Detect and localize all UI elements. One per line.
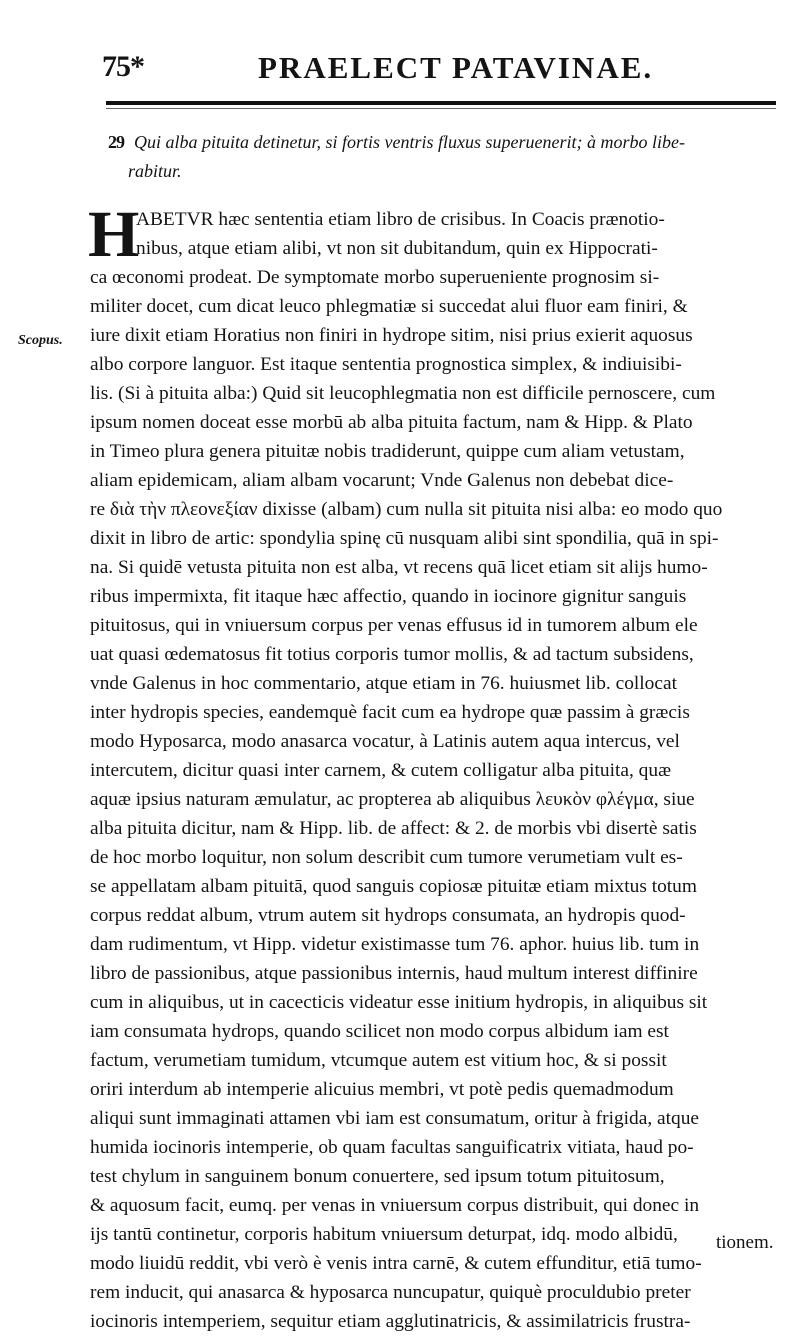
aphorism-line-2: rabitur. [128,161,182,181]
body-line: cum in aliquibus, ut in cacecticis videatur esse initium hydropis, in aliquibus sit [90,992,708,1013]
body-line: corpus reddat album, vtrum autem sit hydrops consumata, an hydropis quod- [90,905,686,926]
catchword: tionem. [716,1232,774,1253]
body-line: humida iocinoris intemperie, ob quam facultas sanguificatrix vitiata, haud po- [90,1137,694,1158]
header-rule [106,101,776,105]
aphorism-heading [108,128,768,186]
body-line: se appellatam albam pituitā, quod sanguis copiosæ pituitæ etiam mixtus totum [90,876,697,897]
body-line: aliam epidemicam, aliam albam vocarunt; Vnde Galenus non debebat dice- [90,470,674,491]
body-line: militer docet, cum dicat leuco phlegmatiæ si succedat alui fluor eam finiri, & [90,296,688,317]
body-line: de hoc morbo loquitur, non solum describit cum tumore verumetiam vult es- [90,847,683,868]
body-line: iure dixit etiam Horatius non finiri in hydrope sitim, nisi prius exierit aquosus [90,325,693,346]
body-line: test chylum in sanguinem bonum conuertere, sed ipsum totum pituitosum, [90,1166,665,1187]
body-line: modo liuidū reddit, vbi verò è venis intra carnē, & cutem effunditur, etiā tumo- [90,1253,702,1274]
body-line: nibus, atque etiam alibi, vt non sit dubitandum, quin ex Hippocrati- [136,238,658,259]
body-line: alba pituita dicitur, nam & Hipp. lib. de affect: & 2. de morbis vbi disertè satis [90,818,697,839]
body-line: aliqui sunt immaginati attamen vbi iam est consumatum, oritur à frigida, atque [90,1108,700,1129]
body-line: iocinoris intemperiem, sequitur etiam agglutinatricis, & assimilatricis frustra- [90,1311,691,1332]
marginal-note: Scopus. [18,333,63,348]
body-line: dam rudimentum, vt Hipp. videtur existimasse tum 76. aphor. huius lib. tum in [90,934,700,955]
body-line: albo corpore languor. Est itaque sententia prognostica simplex, & indiuisibi- [90,354,682,375]
body-line: re διὰ τὴν πλεονεξίαν dixisse (albam) cum nulla sit pituita nisi alba: eo modo quo [90,499,723,520]
aphorism-line-1: Qui alba pituita detinetur, si fortis ventris fluxus superuenerit; à morbo libe- [134,132,685,152]
body-line: iam consumata hydrops, quando scilicet non modo corpus albidum iam est [90,1021,669,1042]
body-line: factum, verumetiam tumidum, vtcumque autem est vitium hoc, & si possit [90,1050,667,1071]
body-line: inter hydropis species, eandemquè facit cum ea hydrope quæ passim à græcis [90,702,690,723]
header-rule-thin [106,108,776,109]
body-line: dixit in libro de artic: spondylia spinę cū nusquam alibi sint spondilia, quā in spi- [90,528,719,549]
aphorism-number: 29 [108,132,124,152]
body-line: na. Si quidē vetusta pituita non est alba, vt recens quā licet etiam sit alijs humo- [90,557,708,578]
page-header [96,46,776,90]
body-line: intercutem, dicitur quasi inter carnem, & cutem colligatur alba pituita, quæ [90,760,671,781]
body-line: ipsum nomen doceat esse morbū ab alba pituita factum, nam & Hipp. & Plato [90,412,693,433]
body-line: & aquosum facit, eumq. per venas in vniuersum corpus distribuit, qui donec in [90,1195,700,1216]
body-text [88,198,780,1336]
body-line: ijs tantū continetur, corporis habitum vniuersum deturpat, idq. modo albidū, [90,1224,678,1245]
body-line: in Timeo plura genera pituitæ nobis tradiderunt, quippe cum aliam vetustam, [90,441,685,462]
body-line: oriri interdum ab intemperie alicuius membri, vt potè pedis quemadmodum [90,1079,674,1100]
body-line: ca œconomi prodeat. De symptomate morbo superueniente prognosim si- [90,267,660,288]
body-line: uat quasi œdematosus fit totius corporis tumor mollis, & ad tactum subsidens, [90,644,694,665]
page-number: 75* [102,50,144,83]
body-line: ribus impermixta, fit itaque hæc affectio, quando in iocinore gignitur sanguis [90,586,687,607]
body-line: ABETVR hæc sententia etiam libro de crisibus. In Coacis prænotio- [136,209,665,230]
running-head: PRAELECT PATAVINAE. [258,50,654,85]
body-line: rem inducit, qui anasarca & hyposarca nuncupatur, quiquè proculdubio preter [90,1282,691,1303]
body-line: aquæ ipsius naturam æmulatur, ac propterea ab aliquibus λευκὸν φλέγμα, siue [90,789,695,810]
body-line: libro de passionibus, atque passionibus internis, haud multum interest diffinire [90,963,698,984]
body-line: modo Hyposarca, modo anasarca vocatur, à Latinis autem aqua intercus, vel [90,731,680,752]
body-line: lis. (Si à pituita alba:) Quid sit leucophlegmatia non est difficile pernoscere, cum [90,383,716,404]
drop-cap: H [88,198,140,271]
body-line: pituitosus, qui in vniuersum corpus per venas effusus id in tumorem album ele [90,615,698,636]
body-line: vnde Galenus in hoc commentario, atque etiam in 76. huiusmet lib. collocat [90,673,677,694]
